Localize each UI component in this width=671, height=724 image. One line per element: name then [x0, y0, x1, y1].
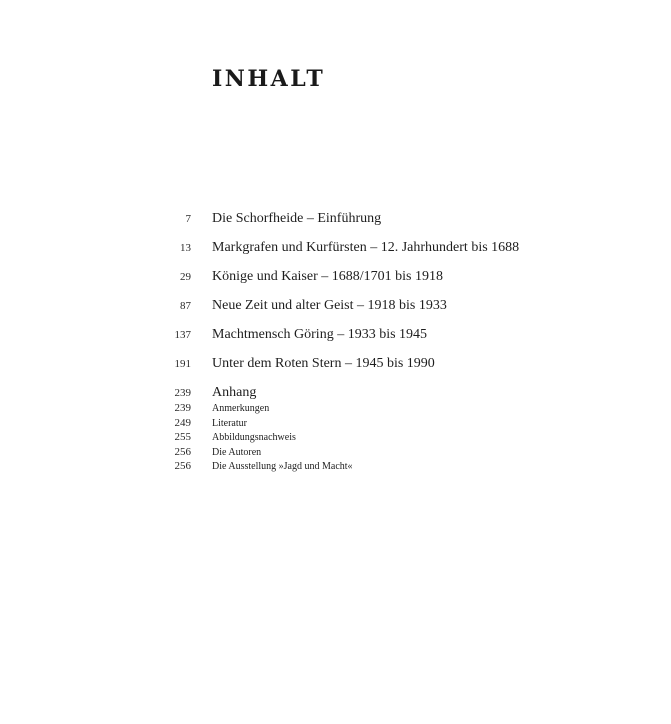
table-of-contents [150, 211, 630, 385]
toc-page-number: 255 [174, 431, 191, 443]
toc-entry [150, 240, 630, 269]
toc-page-number: 249 [174, 416, 191, 429]
appendix-heading [150, 385, 630, 402]
appendix-entry [150, 402, 630, 417]
appendix-entry-title: Die Autoren [212, 446, 262, 458]
appendix-entry-title: Abbildungsnachweis [212, 432, 296, 443]
toc-chapter-title: Unter dem Roten Stern – 1945 bis 1990 [212, 356, 435, 371]
toc-entry [150, 327, 630, 356]
toc-page-number: 7 [185, 213, 191, 225]
toc-page-number: 87 [180, 300, 191, 312]
appendix-entry [150, 460, 630, 475]
appendix-entry-title: Literatur [212, 417, 247, 429]
toc-entry [150, 356, 630, 385]
toc-chapter-title: Neue Zeit und alter Geist – 1918 bis 1933 [212, 298, 447, 313]
appendix-section [150, 385, 630, 475]
toc-chapter-title: Markgrafen und Kurfürsten – 12. Jahrhundert bis 1688 [212, 240, 520, 255]
toc-page-number: 256 [174, 460, 191, 472]
toc-page-number: 13 [180, 242, 191, 254]
toc-page-number: 239 [174, 402, 191, 414]
toc-page-number: 191 [174, 358, 191, 370]
appendix-entry-title: Die Ausstellung »Jagd und Macht« [212, 461, 353, 472]
appendix-entry [150, 446, 630, 461]
toc-entry [150, 298, 630, 327]
appendix-entry [150, 431, 630, 446]
appendix-entry-title: Anmerkungen [212, 403, 270, 414]
toc-chapter-title: Könige und Kaiser – 1688/1701 bis 1918 [212, 269, 443, 284]
page-title: INHALT [212, 66, 326, 92]
appendix-entry [150, 417, 630, 432]
toc-page-number: 256 [174, 445, 191, 458]
toc-chapter-title: Die Schorfheide – Einführung [212, 211, 382, 226]
toc-entry [150, 269, 630, 298]
appendix-title: Anhang [212, 385, 257, 400]
toc-page-number: 137 [174, 329, 191, 341]
toc-chapter-title: Machtmensch Göring – 1933 bis 1945 [212, 327, 428, 342]
toc-page-number: 239 [174, 387, 191, 399]
toc-entry [150, 211, 630, 240]
toc-page-number: 29 [180, 271, 191, 283]
